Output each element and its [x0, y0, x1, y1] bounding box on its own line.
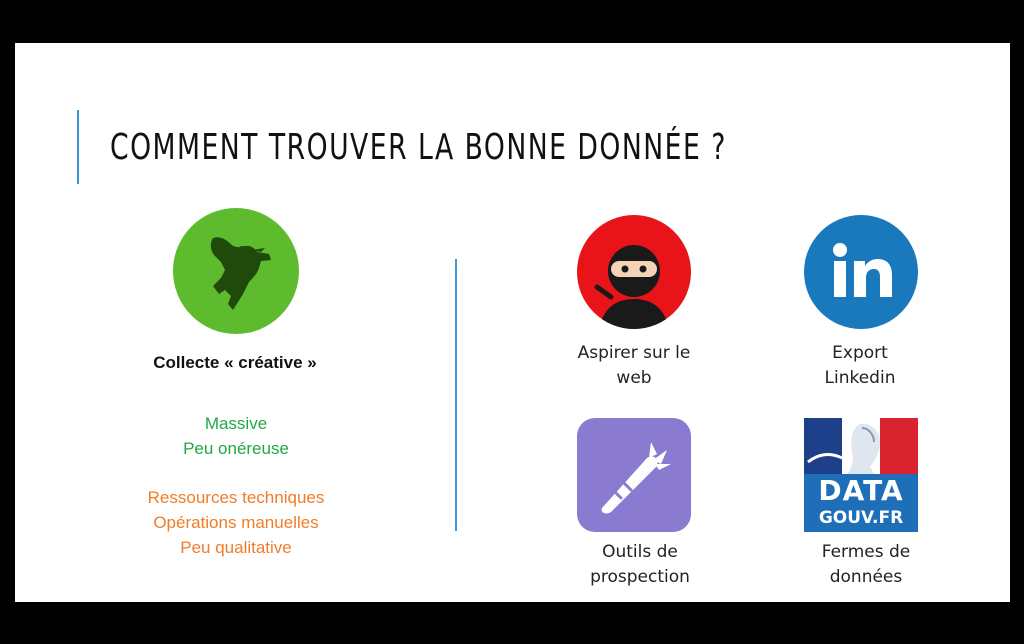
- caption-line: données: [829, 567, 903, 587]
- cons-list: [116, 485, 356, 560]
- title-accent-bar: [77, 110, 79, 184]
- presentation-slide: [15, 43, 1010, 602]
- caption-aspirer: [559, 341, 709, 391]
- caption-line: Outils de: [602, 542, 678, 562]
- ninja-face-icon: [577, 215, 691, 329]
- caption-line: prospection: [590, 567, 690, 587]
- pros-list: [116, 411, 356, 461]
- con-item: Ressources techniques: [147, 488, 325, 507]
- data-gouv-subtext: GOUV.FR: [818, 508, 904, 528]
- ninja-running-icon: [173, 208, 299, 334]
- pro-item: Massive: [204, 414, 268, 433]
- linkedin-icon: [804, 215, 918, 329]
- data-gouv-text: DATA: [818, 474, 904, 507]
- column-divider: [455, 259, 457, 531]
- collecte-heading: Collecte « créative »: [153, 353, 317, 372]
- caption-outils: [565, 540, 715, 590]
- data-gouv-logo: [804, 418, 918, 532]
- slide-title: COMMENT TROUVER LA BONNE DONNÉE ?: [110, 127, 727, 168]
- caption-line: Export: [832, 343, 888, 363]
- carrot-icon: [577, 418, 691, 532]
- con-item: Opérations manuelles: [153, 513, 319, 532]
- caption-line: Linkedin: [824, 368, 896, 388]
- caption-line: Aspirer sur le: [577, 343, 691, 363]
- caption-export: [785, 341, 935, 391]
- pro-item: Peu onéreuse: [183, 439, 289, 458]
- con-item: Peu qualitative: [180, 538, 292, 557]
- caption-line: web: [616, 368, 652, 388]
- caption-line: Fermes de: [821, 542, 911, 562]
- caption-fermes: [791, 540, 941, 590]
